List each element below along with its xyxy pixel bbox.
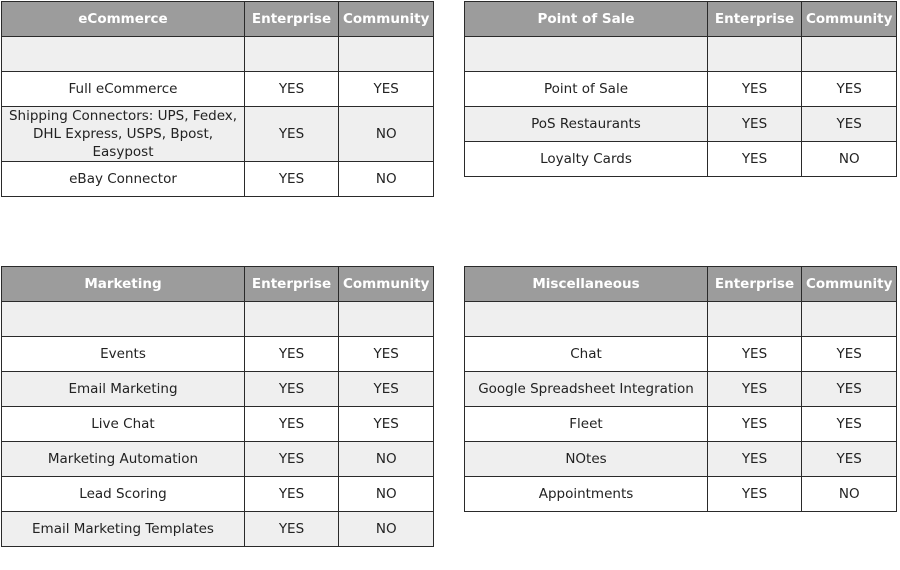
enterprise-cell: YES (245, 407, 339, 442)
community-cell: NO (802, 477, 897, 512)
table-header-row (2, 2, 434, 37)
table-row (2, 477, 434, 512)
feature-cell: eBay Connector (2, 162, 245, 197)
table-row (2, 372, 434, 407)
table-marketing (1, 266, 434, 547)
community-cell: NO (802, 142, 897, 177)
blank-row (465, 37, 897, 72)
table-row (2, 512, 434, 547)
category-header: Point of Sale (465, 2, 708, 37)
feature-cell: NOtes (465, 442, 708, 477)
category-header: eCommerce (2, 2, 245, 37)
blank-cell (339, 37, 434, 72)
feature-cell: Chat (465, 337, 708, 372)
enterprise-cell: YES (245, 337, 339, 372)
enterprise-cell: YES (708, 72, 802, 107)
blank-cell (465, 302, 708, 337)
community-cell: NO (339, 477, 434, 512)
blank-cell (2, 302, 245, 337)
feature-cell: Events (2, 337, 245, 372)
table-header-row (2, 267, 434, 302)
community-cell: YES (802, 407, 897, 442)
feature-cell: PoS Restaurants (465, 107, 708, 142)
community-cell: YES (802, 337, 897, 372)
table-row (465, 107, 897, 142)
enterprise-header: Enterprise (708, 267, 802, 302)
feature-cell: Lead Scoring (2, 477, 245, 512)
enterprise-cell: YES (708, 477, 802, 512)
feature-cell: Point of Sale (465, 72, 708, 107)
category-header: Marketing (2, 267, 245, 302)
community-cell: NO (339, 442, 434, 477)
enterprise-cell: YES (708, 442, 802, 477)
blank-cell (245, 37, 339, 72)
blank-row (2, 37, 434, 72)
enterprise-cell: YES (708, 407, 802, 442)
table-row (2, 162, 434, 197)
feature-cell: Full eCommerce (2, 72, 245, 107)
table-header-row (465, 2, 897, 37)
enterprise-header: Enterprise (245, 267, 339, 302)
enterprise-cell: YES (245, 442, 339, 477)
community-cell: YES (339, 407, 434, 442)
enterprise-cell: YES (245, 477, 339, 512)
enterprise-cell: YES (245, 162, 339, 197)
feature-cell: Fleet (465, 407, 708, 442)
enterprise-cell: YES (245, 107, 339, 162)
table-ecommerce (1, 1, 434, 197)
community-cell: NO (339, 162, 434, 197)
table-row (2, 407, 434, 442)
feature-cell: Email Marketing Templates (2, 512, 245, 547)
enterprise-cell: YES (245, 72, 339, 107)
feature-cell: Shipping Connectors: UPS, Fedex, DHL Express, USPS, Bpost, Easypost (2, 107, 245, 162)
enterprise-cell: YES (708, 107, 802, 142)
blank-row (465, 302, 897, 337)
table-miscellaneous (464, 266, 897, 512)
community-header: Community (802, 2, 897, 37)
table-row (2, 442, 434, 477)
feature-cell: Live Chat (2, 407, 245, 442)
blank-cell (465, 37, 708, 72)
table-row (465, 407, 897, 442)
blank-row (2, 302, 434, 337)
community-header: Community (339, 267, 434, 302)
enterprise-cell: YES (708, 142, 802, 177)
community-header: Community (802, 267, 897, 302)
blank-cell (245, 302, 339, 337)
community-cell: NO (339, 107, 434, 162)
blank-cell (802, 302, 897, 337)
community-cell: YES (802, 72, 897, 107)
feature-cell: Appointments (465, 477, 708, 512)
table-row (465, 72, 897, 107)
table-row (465, 372, 897, 407)
blank-cell (708, 302, 802, 337)
blank-cell (339, 302, 434, 337)
community-cell: YES (802, 442, 897, 477)
enterprise-cell: YES (708, 337, 802, 372)
table-row (465, 142, 897, 177)
enterprise-cell: YES (245, 512, 339, 547)
table-row (465, 337, 897, 372)
table-row (2, 337, 434, 372)
category-header: Miscellaneous (465, 267, 708, 302)
community-cell: YES (339, 72, 434, 107)
community-cell: YES (339, 337, 434, 372)
table-point-of-sale (464, 1, 897, 177)
community-cell: YES (339, 372, 434, 407)
community-header: Community (339, 2, 434, 37)
feature-cell: Email Marketing (2, 372, 245, 407)
community-cell: NO (339, 512, 434, 547)
community-cell: YES (802, 372, 897, 407)
table-row (2, 107, 434, 162)
feature-cell: Loyalty Cards (465, 142, 708, 177)
table-row (465, 442, 897, 477)
enterprise-header: Enterprise (708, 2, 802, 37)
feature-cell: Google Spreadsheet Integration (465, 372, 708, 407)
table-row (465, 477, 897, 512)
blank-cell (2, 37, 245, 72)
table-row (2, 72, 434, 107)
enterprise-cell: YES (708, 372, 802, 407)
blank-cell (708, 37, 802, 72)
table-header-row (465, 267, 897, 302)
community-cell: YES (802, 107, 897, 142)
enterprise-cell: YES (245, 372, 339, 407)
enterprise-header: Enterprise (245, 2, 339, 37)
feature-cell: Marketing Automation (2, 442, 245, 477)
blank-cell (802, 37, 897, 72)
